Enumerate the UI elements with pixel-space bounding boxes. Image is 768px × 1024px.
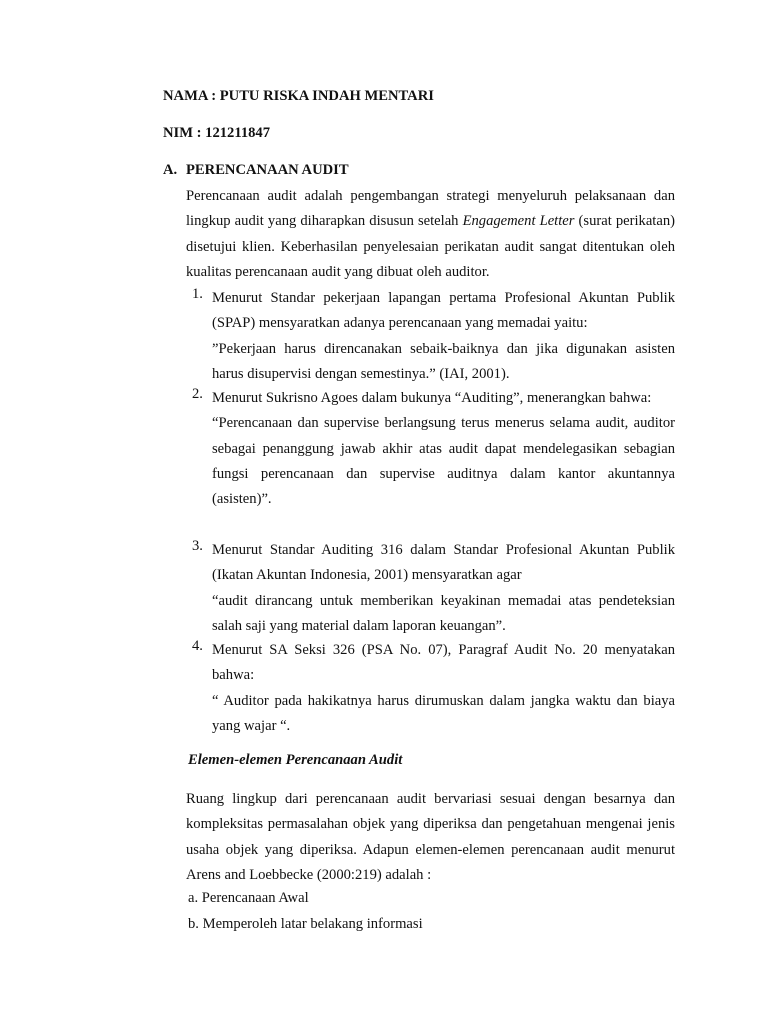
letter-list-item: a. Perencanaan Awal (188, 890, 309, 906)
list-item-quote: “ Auditor pada hakikatnya harus dirumuskan dalam jangka waktu dan biaya yang wajar “. (212, 692, 675, 734)
list-item (186, 286, 675, 387)
list-item-text: Menurut Standar Auditing 316 dalam Standar Profesional Akuntan Publik (Ikatan Akuntan Indonesia, 2001) mensyaratkan agar (212, 542, 675, 584)
section-title: PERENCANAAN AUDIT (186, 162, 349, 178)
list-item-quote: “Perencanaan dan supervise berlangsung terus menerus selama audit, auditor sebagai penanggung jawab akhir atas audit dapat mendelegasikan sebagian fungsi perencanaan dan supervise auditnya dalam kantor akuntannya (asisten)”. (212, 415, 675, 508)
elements-paragraph: Ruang lingkup dari perencanaan audit bervariasi sesuai dengan besarnya dan kompleksitas permasalahan objek yang diperiksa dan pengetahuan mengenai jenis usaha objek yang diperiksa. Adapun elemen-elemen perencanaan audit menurut Arens and Loebbecke (2000:219) adalah : (186, 791, 675, 883)
list-item-text: Menurut SA Seksi 326 (PSA No. 07), Paragraf Audit No. 20 menyatakan bahwa: (212, 642, 675, 684)
student-nim: NIM : 121211847 (163, 125, 271, 141)
list-item-quote: “audit dirancang untuk memberikan keyakinan memadai atas pendeteksian salah saji yang material dalam laporan keuangan”. (212, 592, 675, 634)
letter-list-item: b. Memperoleh latar belakang informasi (188, 916, 423, 932)
intro-text-end: (surat perikatan) disetujui klien. Keberhasilan penyelesaian perikatan audit sangat ditentukan oleh kualitas perencanaan audit yang dibuat oleh auditor. (186, 213, 675, 280)
section-number: A. (163, 162, 178, 178)
intro-italic-term: Engagement Letter (462, 213, 575, 230)
list-item-number: 4. (192, 638, 203, 654)
list-item-number: 1. (192, 286, 203, 302)
list-item-number: 3. (192, 538, 203, 554)
intro-paragraph (186, 184, 675, 285)
list-item (186, 638, 675, 739)
student-name: NAMA : PUTU RISKA INDAH MENTARI (163, 88, 434, 104)
list-item (186, 386, 675, 512)
list-item-number: 2. (192, 386, 203, 402)
section-heading (163, 162, 349, 179)
list-item-text: Menurut Sukrisno Agoes dalam bukunya “Auditing”, menerangkan bahwa: (212, 390, 652, 406)
list-item (186, 538, 675, 639)
subsection-title: Elemen-elemen Perencanaan Audit (188, 752, 403, 768)
list-item-quote: ”Pekerjaan harus direncanakan sebaik-baiknya dan jika digunakan asisten harus disupervisi dengan semestinya.” (IAI, 2001). (212, 340, 675, 382)
list-item-text: Menurut Standar pekerjaan lapangan pertama Profesional Akuntan Publik (SPAP) mensyaratkan adanya perencanaan yang memadai yaitu: (212, 290, 675, 332)
intro-text-start: Perencanaan audit adalah pengembangan strategi menyeluruh pelaksanaan dan lingkup audit yang diharapkan disusun setelah (186, 188, 675, 230)
